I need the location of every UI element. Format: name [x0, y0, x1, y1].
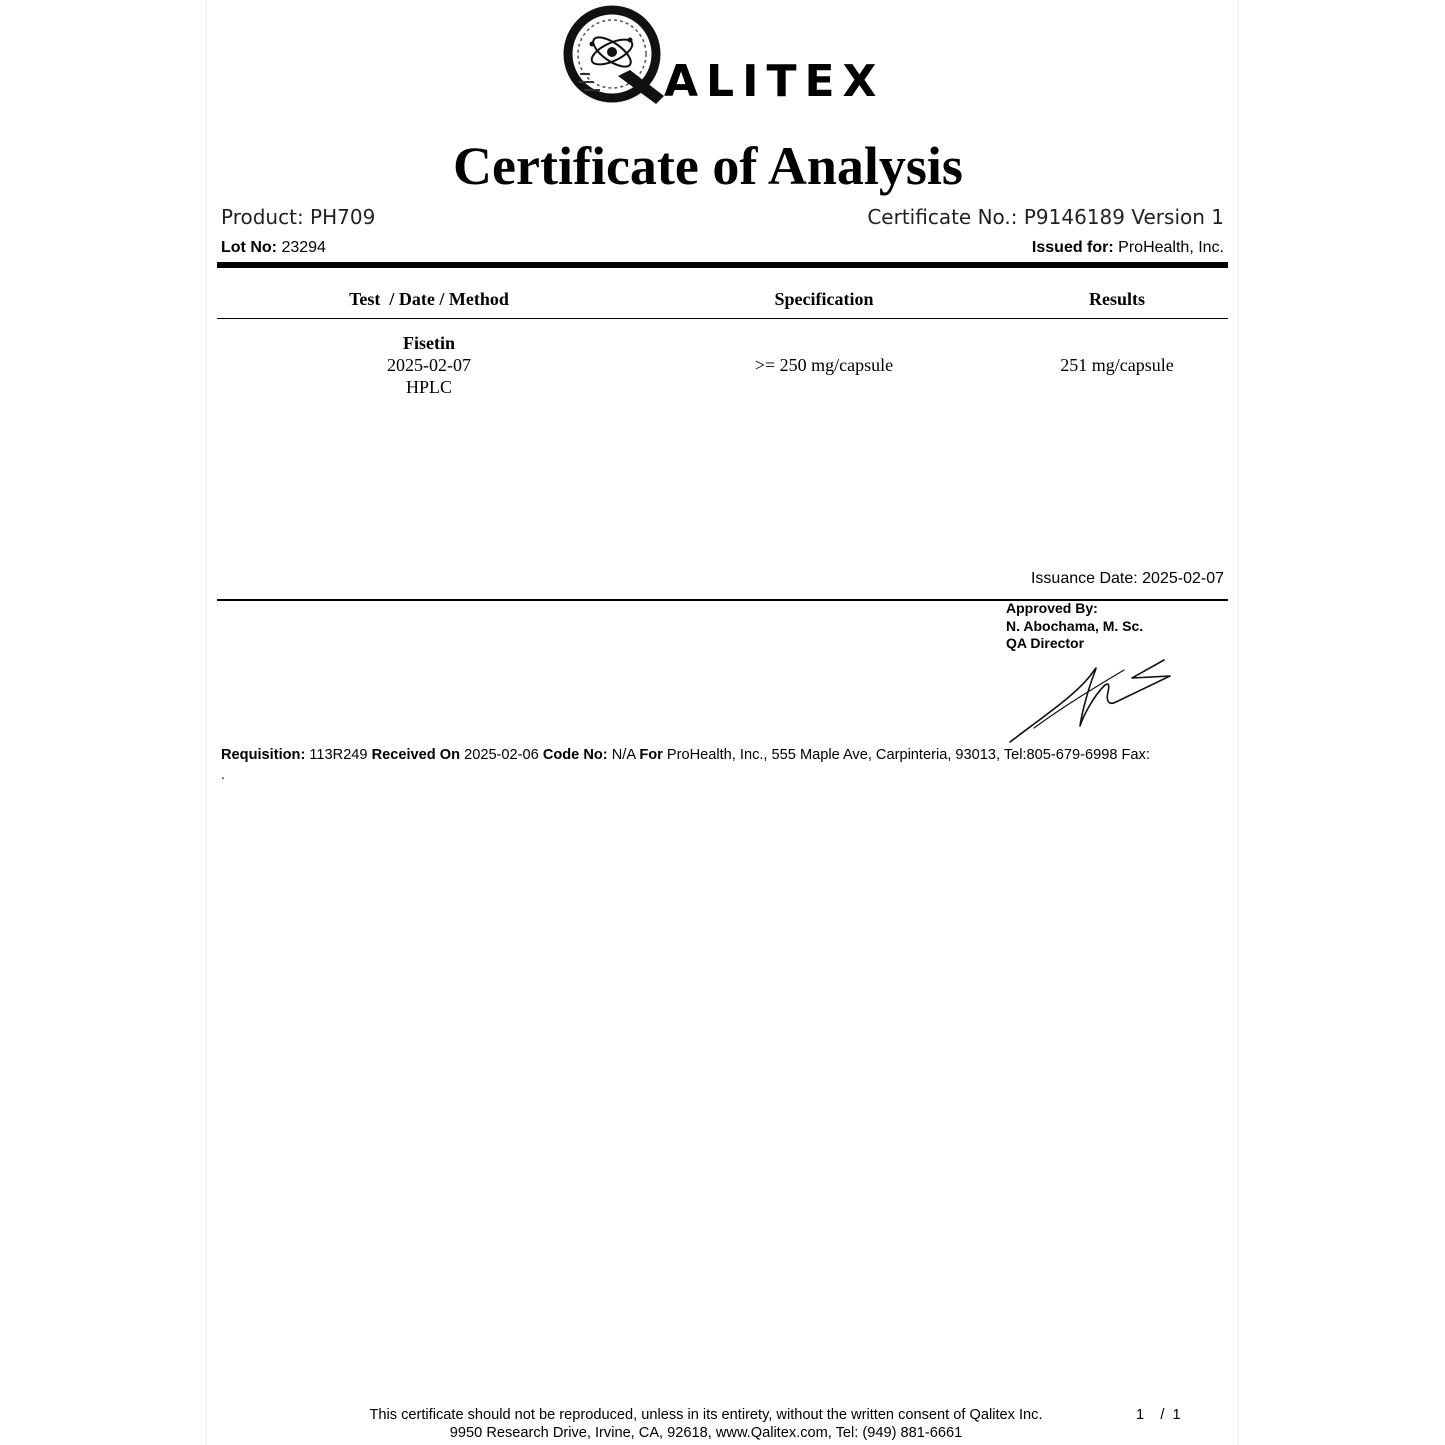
footer-notice [300, 1406, 1112, 1442]
qalitex-atom-logo-icon [560, 4, 664, 108]
column-header-results: Results [1088, 289, 1145, 309]
test-method: HPLC [405, 377, 452, 397]
lot-number [221, 236, 326, 260]
approver-name: N. Abochama, M. Sc. [1006, 617, 1144, 634]
test-specification: >= 250 mg/capsule [754, 355, 894, 375]
requisition-value: 113R249 [309, 747, 368, 763]
received-label: Received On [371, 747, 461, 763]
requisition-label: Requisition: [221, 747, 306, 763]
page-edge-left [206, 0, 207, 1445]
for-value: ProHealth, Inc., 555 Maple Ave, Carpinteria, 93013, Tel:805-679-6998 Fax: [666, 747, 1150, 763]
lot-issued-row [221, 236, 1224, 260]
header-divider [217, 262, 1228, 268]
for-label: For [639, 747, 663, 763]
document-title: Certificate of Analysis [453, 136, 963, 196]
handwritten-signature [1004, 656, 1176, 746]
lot-label: Lot No: [221, 239, 277, 256]
code-value: N/A [611, 747, 636, 763]
logo-wordmark: ALITEX [664, 56, 885, 107]
issued-for-label: Issued for: [1031, 239, 1114, 256]
issuance-date: Issuance Date: 2025-02-07 [1030, 570, 1224, 587]
company-logo [560, 4, 885, 108]
column-header-specification: Specification [774, 289, 874, 309]
lot-value: 23294 [281, 239, 326, 256]
requisition-line [221, 746, 1224, 765]
requisition-trailing: . [221, 766, 225, 782]
page-edge-right [1238, 0, 1239, 1445]
approver-title: QA Director [1006, 635, 1085, 651]
test-name: Fisetin [403, 333, 455, 353]
table-header-divider [217, 318, 1228, 319]
column-header-test: Test / Date / Method [349, 289, 509, 309]
issued-for-value: ProHealth, Inc. [1118, 239, 1224, 256]
test-result: 251 mg/capsule [1060, 355, 1174, 375]
received-value: 2025-02-06 [464, 747, 539, 763]
approval-block [1006, 600, 1143, 653]
code-label: Code No: [542, 747, 608, 763]
product-id: Product: PH709 [221, 205, 376, 229]
approval-label: Approved By: [1006, 600, 1098, 616]
page-number: 1 / 1 [1136, 1407, 1181, 1423]
footer-line-1: This certificate should not be reproduced, unless in its entirety, without the written consent of Qalitex Inc. [369, 1407, 1043, 1423]
footer-line-2: 9950 Research Drive, Irvine, CA, 92618, www.Qalitex.com, Tel: (949) 881-6661 [449, 1425, 963, 1441]
test-date: 2025-02-07 [387, 355, 471, 375]
issued-for [1032, 236, 1224, 260]
product-certificate-row [221, 202, 1224, 232]
certificate-number: Certificate No.: P9146189 Version 1 [867, 205, 1224, 229]
